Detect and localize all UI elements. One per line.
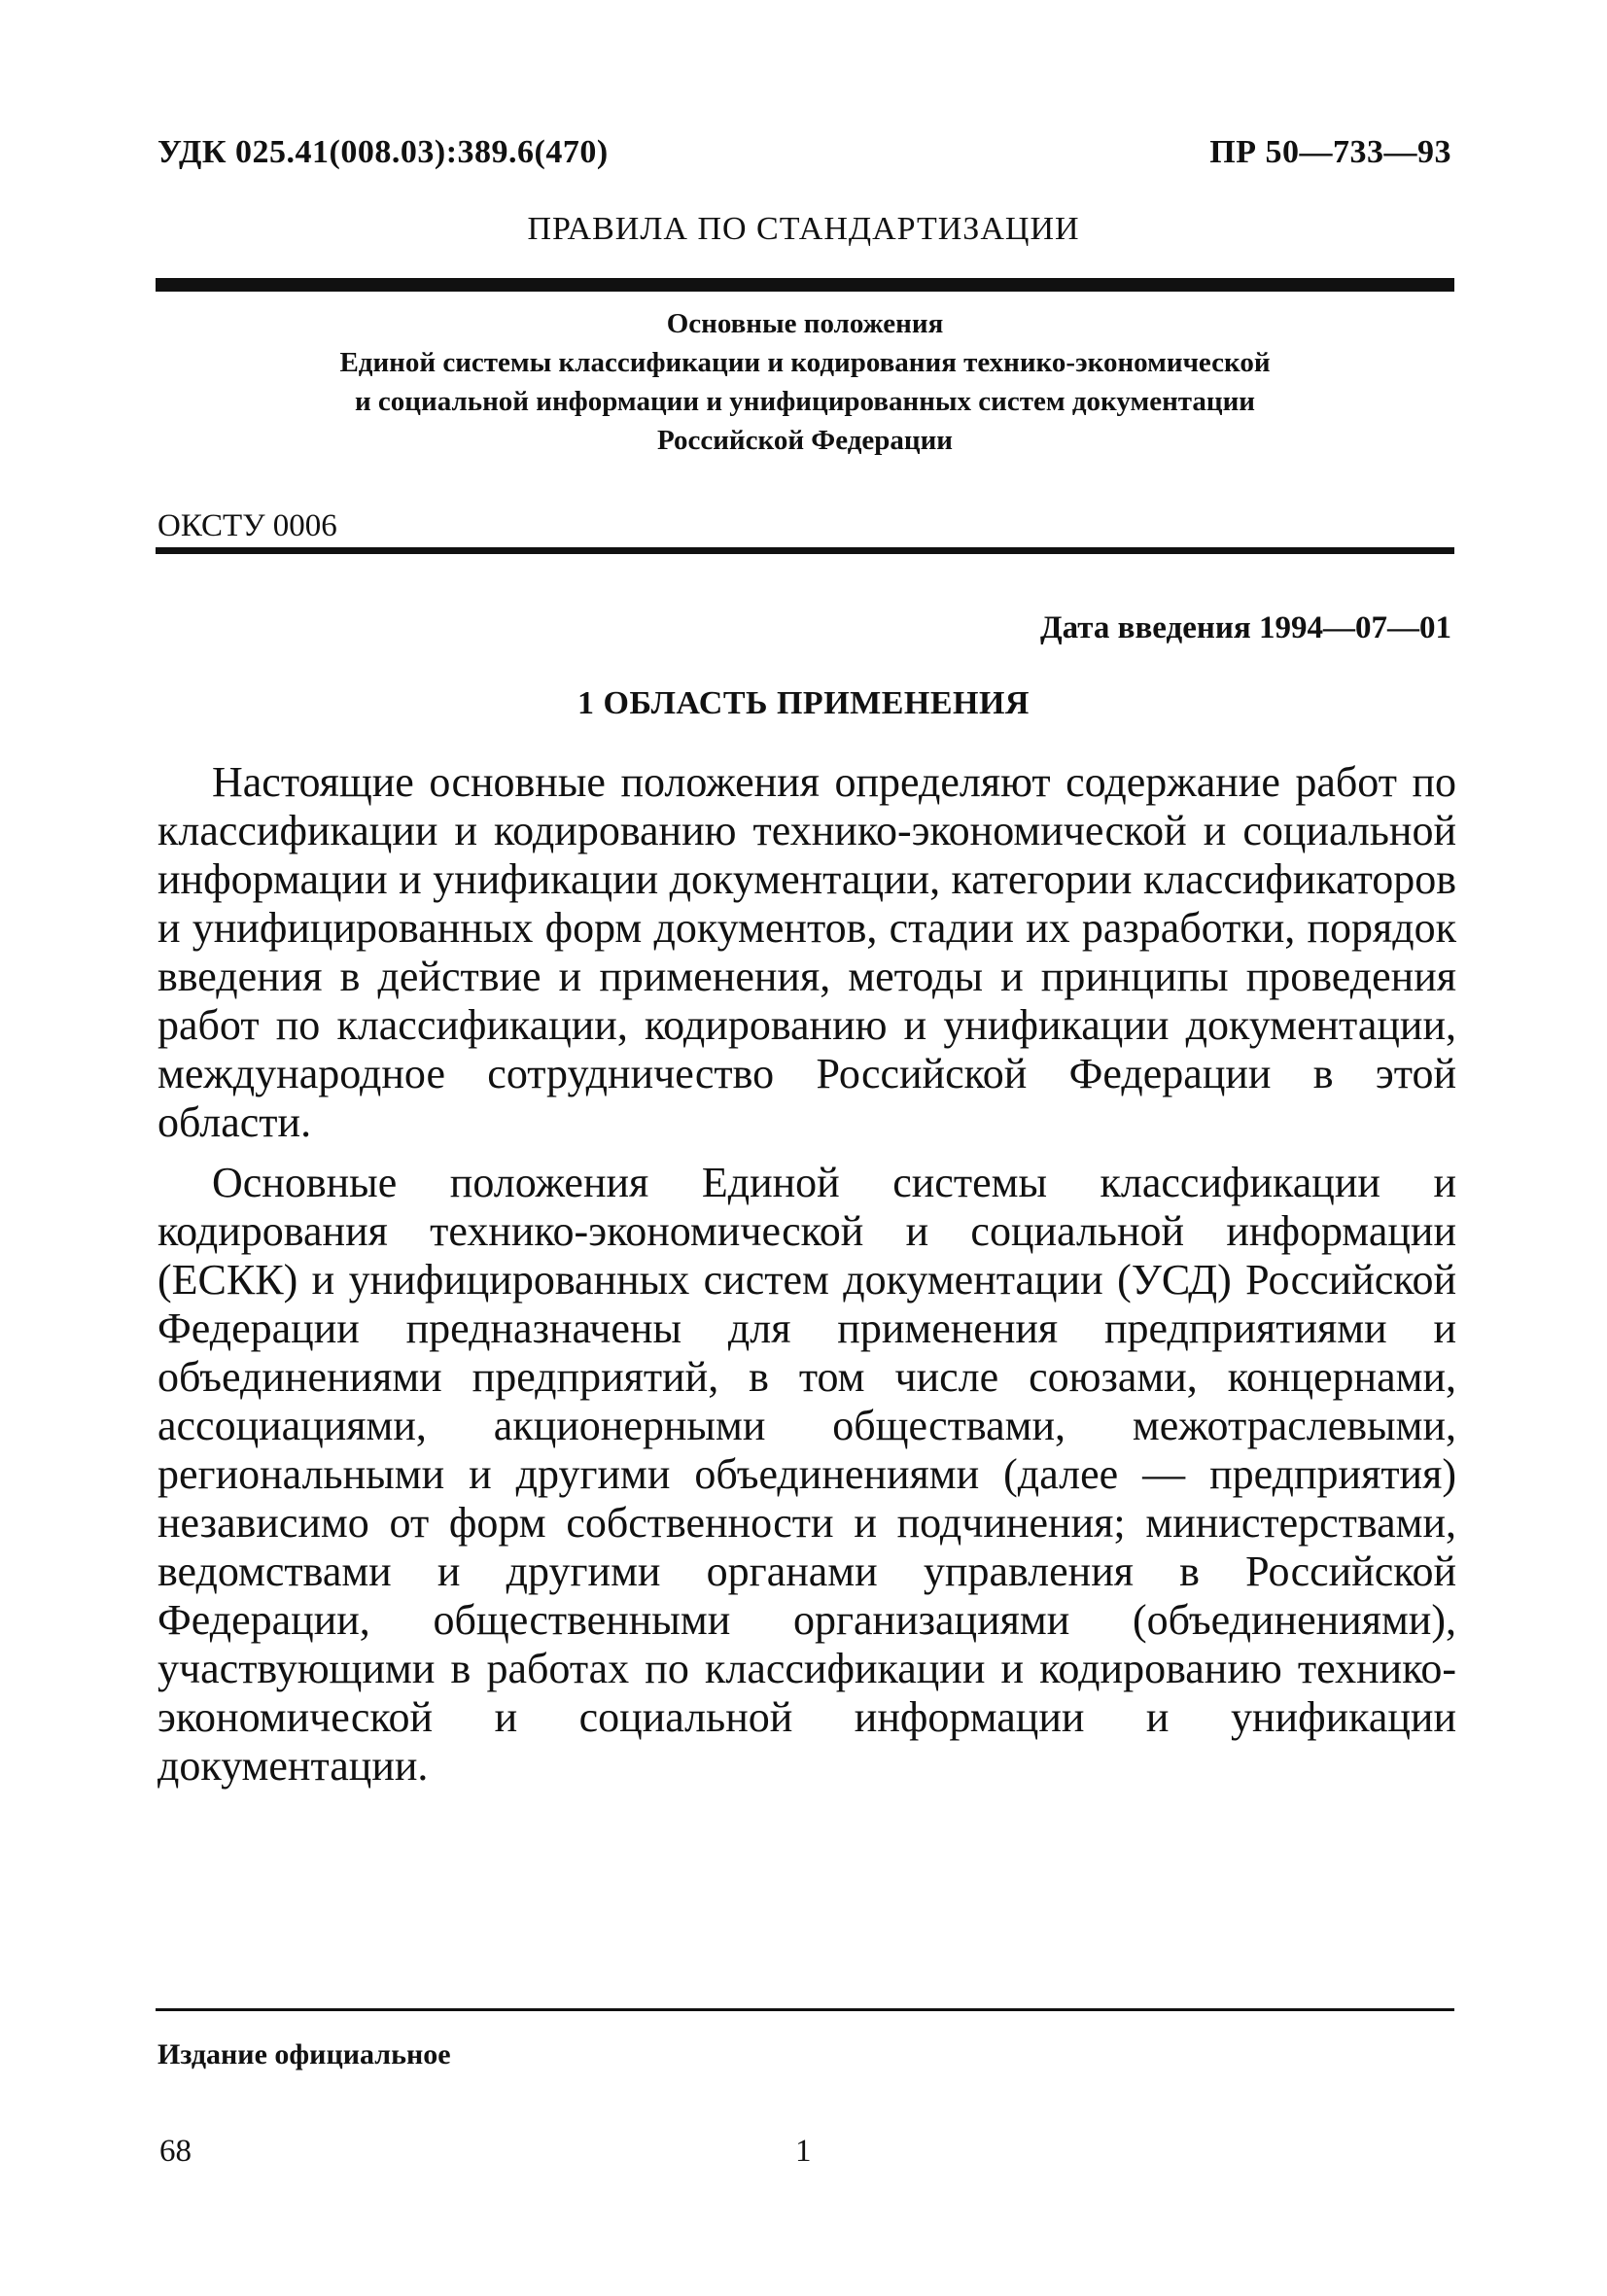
title-line: и социальной информации и унифицированных систем документации [354, 386, 1256, 417]
thick-divider [156, 278, 1454, 292]
title-line: Единой системы классификации и кодирования технико-экономической [339, 347, 1271, 378]
edition-label: Издание официальное [157, 2038, 451, 2070]
body-paragraph: Настоящие основные положения определяют содержание работ по классификации и кодированию технико-экономической и социальной информации и унификации документации, категории классификаторов и унифицированных форм документов, стадии их разработки, порядок введения в действие и применения, методы и принципы проведения работ по классификации, кодированию и унификации документации, международное сотрудничество Российской Федерации в этой области. [157, 758, 1456, 1146]
title-line: Основные положения [666, 308, 944, 339]
footer-divider [156, 2008, 1454, 2011]
page-number-center: 1 [795, 2134, 812, 2169]
page-number-left: 68 [159, 2134, 192, 2169]
section-body [157, 758, 1456, 1802]
document-number: ПР 50—733—93 [1209, 134, 1451, 170]
classification-code: ОКСТУ 0006 [157, 508, 337, 543]
section-title: 1 ОБЛАСТЬ ПРИМЕНЕНИЯ [577, 685, 1030, 721]
intro-date: Дата введения 1994—07—01 [1039, 610, 1451, 645]
rules-heading: ПРАВИЛА ПО СТАНДАРТИЗАЦИИ [527, 211, 1080, 247]
medium-divider [156, 547, 1454, 554]
udk-code: УДК 025.41(008.03):389.6(470) [157, 134, 609, 170]
title-line: Российской Федерации [656, 425, 953, 456]
body-paragraph: Основные положения Единой системы классификации и кодирования технико-экономической и социальной информации (ЕСКК) и унифицированных систем документации (УСД) Российской Федерации предназначены для применения предприятиями и объединениями предприятий, в том числе союзами, концернами, ассоциациями, акционерными обществами, межотраслевыми, региональными и другими объединениями (далее — предприятия) независимо от форм собственности и подчинения; министерствами, ведомствами и другими органами управления в Российской Федерации, общественными организациями (объединениями), участвующими в работах по классификации и кодированию технико-экономической и социальной информации и унификации документации. [157, 1159, 1456, 1790]
document-title [156, 304, 1454, 460]
